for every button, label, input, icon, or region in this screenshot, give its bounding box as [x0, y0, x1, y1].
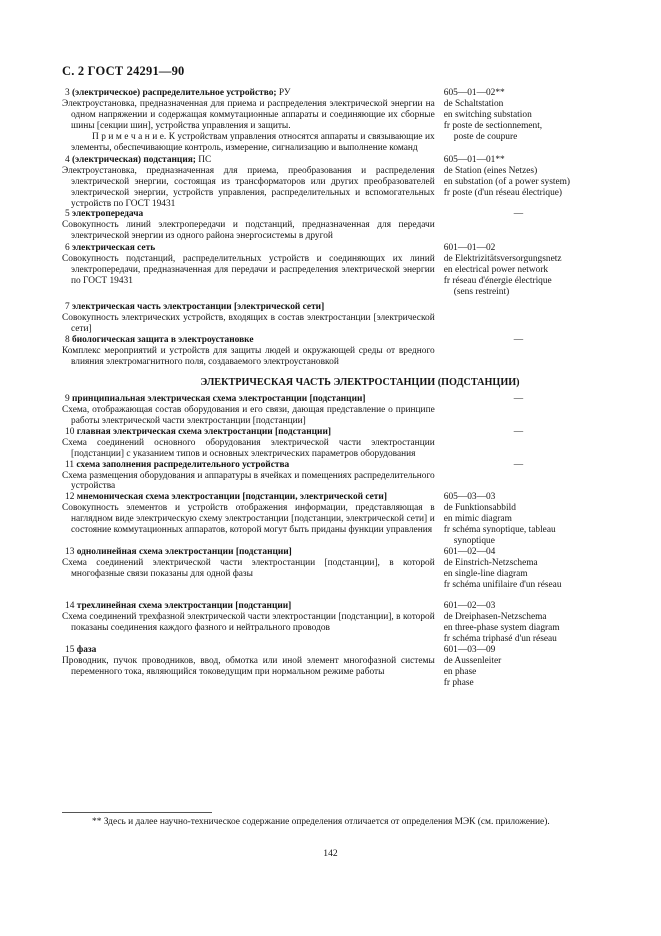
no-iec-equivalent: — [513, 459, 524, 470]
ref-fr: fr phase [443, 677, 474, 688]
term-entry-4 [62, 155, 608, 210]
no-iec-equivalent: — [513, 209, 524, 220]
term-entry-8 [62, 335, 608, 368]
ref-de: de Schaltstation [443, 98, 504, 109]
term-entry-9 [62, 394, 608, 427]
iec-references [435, 460, 608, 493]
term-definition: Совокупность элементов и устройств отображения информации, представляющая в наглядном виде электрическую схему электростанции [подстанции, электрической сети] и состояние коммутационных аппаратов, которой могут быть приданы функции управления [62, 503, 435, 536]
ref-de: de Elektrizitätsversorgungsnetz [443, 254, 562, 265]
term-title: (электрическое) распределительное устройство; [72, 88, 277, 98]
iec-references [435, 209, 608, 242]
term-definition: Совокупность электрических устройств, входящих в состав электростанции [электрической сети] [62, 313, 435, 335]
term-title: трехлинейная схема электростанции [подстанции] [76, 600, 292, 611]
term-definition: Схема, отображающая состав оборудования и его связи, дающая представление о принципе работы электрической части электростанции [подстанции] [62, 404, 435, 426]
term-number: 3 [65, 88, 70, 98]
term-entry-15 [62, 645, 608, 689]
iec-references [435, 547, 608, 591]
ref-fr: fr poste (d'un réseau électrique) [443, 187, 563, 198]
term-title: схема заполнения распределительного устройства [76, 459, 290, 470]
iec-references [435, 645, 608, 689]
section-heading: ЭЛЕКТРИЧЕСКАЯ ЧАСТЬ ЭЛЕКТРОСТАНЦИИ (ПОДСТАНЦИИ) [200, 376, 520, 388]
term-number: 11 [65, 459, 75, 470]
term-entry-5 [62, 209, 608, 242]
iec-references [435, 492, 608, 547]
iec-code: 605—03—03 [443, 492, 496, 503]
ref-fr-cont: synoptique [453, 536, 495, 547]
ref-en: en phase [443, 666, 477, 677]
iec-references [435, 155, 608, 210]
ref-de: de Aussenleiter [443, 655, 502, 666]
term-definition: Совокупность линий электропередачи и подстанций, предназначенная для передачи электрической энергии из одного района энергосистемы в другой [62, 220, 435, 242]
term-number: 4 [65, 154, 70, 165]
term-entry-6 [62, 243, 608, 298]
term-abbreviation: ПС [198, 154, 212, 165]
term-definition: Проводник, пучок проводников, ввод, обмотка или иной элемент многофазной системы переменного тока, являющийся токоведущим при нормальном режиме работы [62, 655, 435, 677]
page-header: С. 2 ГОСТ 24291—90 [62, 64, 185, 78]
ref-en: en substation (of a power system) [443, 176, 571, 187]
term-title: биологическая защита в электроустановке [72, 334, 254, 345]
iec-references [435, 601, 608, 645]
term-note: П р и м е ч а н и е. К устройствам управления относятся аппараты и связывающие их элементы, обеспечивающие контроль, измерение, сигнализацию и выполнение команд [71, 131, 435, 153]
iec-references [435, 243, 608, 298]
term-number: 9 [65, 393, 70, 404]
ref-fr-cont: poste de coupure [453, 131, 518, 142]
iec-references [435, 427, 608, 460]
term-definition: Комплекс мероприятий и устройств для защиты людей и окружающей среды от вредного влияния электромагнитного поля, создаваемого электроустановкой [62, 345, 435, 367]
ref-de: de Station (eines Netzes) [443, 165, 538, 176]
term-number: 6 [65, 243, 70, 254]
term-entry-11 [62, 460, 608, 493]
ref-de: de Dreiphasen-Netzschema [443, 611, 547, 622]
term-entry-7 [62, 302, 608, 335]
ref-fr: fr poste de sectionnement, [443, 120, 543, 131]
term-entry-3 [62, 88, 608, 154]
no-iec-equivalent: — [513, 426, 524, 437]
term-title: электропередача [72, 209, 144, 220]
iec-references [435, 302, 608, 335]
page-number: 142 [323, 848, 338, 859]
ref-de: de Funktionsabbild [443, 503, 516, 514]
ref-en: en electrical power network [443, 265, 549, 276]
iec-code: 601—02—04 [443, 547, 496, 558]
term-title: (электрическая) подстанция; [72, 154, 196, 165]
term-number: 12 [65, 492, 75, 503]
term-definition: Электроустановка, предназначенная для приема и распределения электрической энергии на одном напряжении и содержащая коммутационные аппараты и соединяющие их сборные шины [секции шин], устройства управления и защиты. [62, 98, 435, 131]
term-definition: Электроустановка, предназначенная для приема, преобразования и распределения электрической энергии, состоящая из трансформаторов или других преобразователей электрической энергии, устройств управления, распределительных и вспомогательных устройств по ГОСТ 19431 [62, 165, 435, 209]
term-number: 5 [65, 209, 70, 220]
iec-references [435, 88, 608, 154]
footnote-divider [62, 812, 212, 813]
ref-en: en switching substation [443, 109, 532, 120]
ref-en: en mimic diagram [443, 514, 512, 525]
term-definition: Схема соединений трехфазной электрической части электростанции [подстанции], в которой показаны соединения каждого фазного и нейтрального проводов [62, 611, 435, 633]
iec-references [435, 335, 608, 368]
iec-code: 601—01—02 [443, 243, 496, 254]
term-entry-14 [62, 601, 608, 645]
term-definition: Схема соединений электрической части электростанции [подстанции], в которой многофазные связи показаны для одной фазы [62, 558, 435, 580]
term-number: 10 [65, 426, 75, 437]
iec-code: 605—01—02** [443, 88, 505, 98]
iec-code: 601—03—09 [443, 644, 496, 655]
ref-en: en single-line diagram [443, 569, 528, 580]
ref-fr: fr schéma synoptique, tableau [443, 525, 556, 536]
term-entry-10 [62, 427, 608, 460]
term-title: главная электрическая схема электростанции [подстанции] [76, 426, 331, 437]
term-number: 7 [65, 302, 70, 313]
iec-references [435, 394, 608, 427]
ref-en: en three-phase system diagram [443, 622, 560, 633]
terms-list [62, 88, 608, 689]
term-title: фаза [76, 644, 97, 655]
ref-fr: fr schéma unifilaire d'un réseau [443, 580, 562, 591]
term-number: 15 [65, 644, 75, 655]
term-definition: Совокупность подстанций, распределительных устройств и соединяющих их линий электропередачи, предназначенная для передачи и распределения электрической энергии по ГОСТ 19431 [62, 254, 435, 287]
no-iec-equivalent: — [513, 334, 524, 345]
footnote: ** Здесь и далее научно-техническое содержание определения отличается от определения МЭК (см. приложение). [92, 817, 550, 827]
term-number: 14 [65, 600, 75, 611]
term-entry-12 [62, 492, 608, 547]
ref-fr: fr réseau d'énergie électrique [443, 276, 552, 287]
no-iec-equivalent: — [513, 393, 524, 404]
term-definition: Схема соединений основного оборудования электрической части электростанции [подстанции] с указанием типов и основных электрических параметров оборудования [62, 437, 435, 459]
term-title: мнемоническая схема электростанции [подстанции, электрической сети] [76, 492, 387, 503]
term-entry-13 [62, 547, 608, 591]
term-abbreviation: РУ [278, 88, 291, 98]
iec-code: 601—02—03 [443, 600, 496, 611]
ref-fr: fr schéma triphasé d'un réseau [443, 633, 557, 644]
term-number: 8 [65, 334, 70, 345]
term-title: электрическая часть электростанции [электрической сети] [72, 302, 325, 313]
term-title: электрическая сеть [72, 243, 156, 254]
iec-code: 605—01—01** [443, 154, 505, 165]
term-definition: Схема размещения оборудования и аппаратуры в ячейках и помещениях распределительного устройства [62, 470, 435, 492]
ref-de: de Einstrich-Netzschema [443, 558, 538, 569]
term-title: принципиальная электрическая схема электростанции [подстанции] [72, 393, 366, 404]
term-number: 13 [65, 547, 75, 558]
term-title: однолинейная схема электростанции [подстанции] [76, 547, 292, 558]
ref-fr-cont: (sens restreint) [453, 287, 510, 298]
